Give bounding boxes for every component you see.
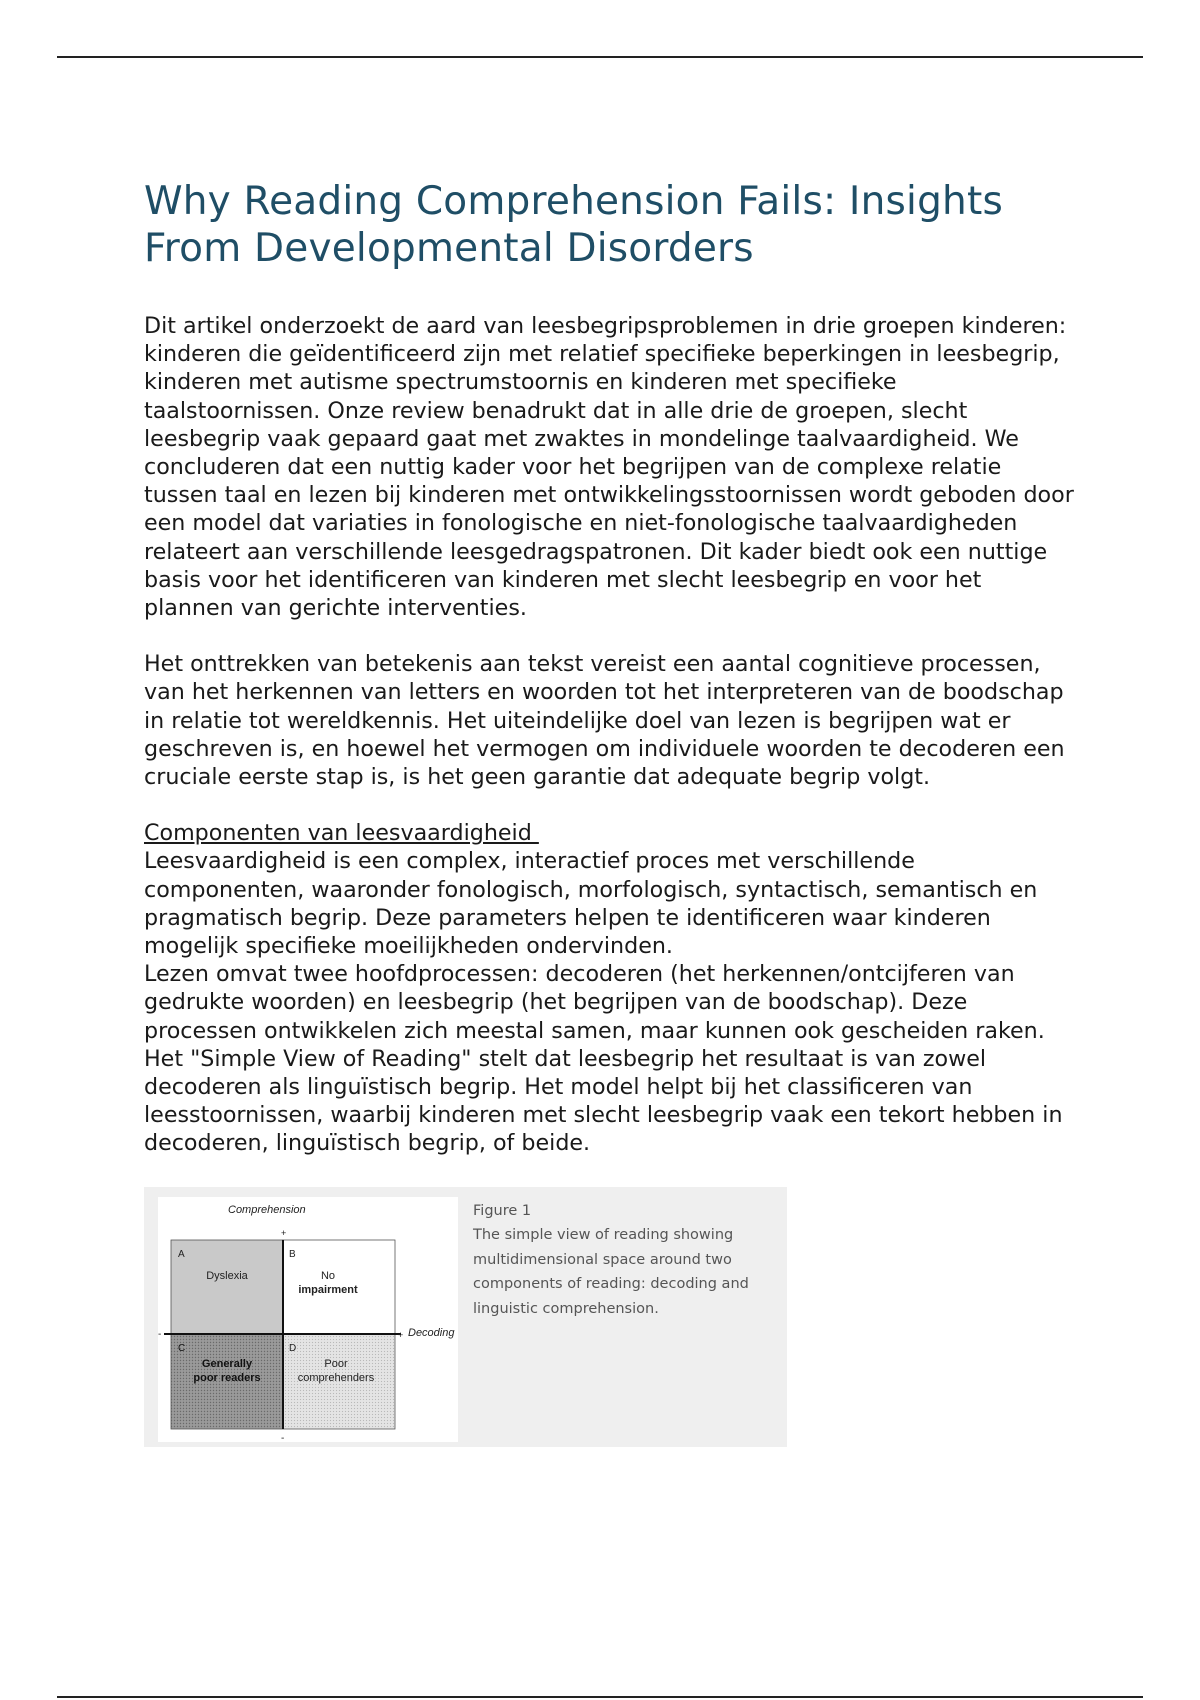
simple-view-diagram — [158, 1197, 458, 1442]
quadrant-c-letter: C — [178, 1342, 186, 1354]
y-axis-plus: + — [281, 1227, 287, 1238]
quadrant-a — [171, 1240, 283, 1334]
quadrant-a-label: Dyslexia — [206, 1269, 248, 1282]
figure-caption-text: The simple view of reading showing multidimensional space around two components of reading: decoding and linguistic comprehension. — [473, 1227, 749, 1317]
x-axis-minus: - — [158, 1328, 162, 1340]
figure-caption — [473, 1199, 763, 1322]
y-axis-minus: - — [281, 1432, 285, 1442]
x-axis-label: Decoding — [408, 1326, 455, 1339]
quadrant-d-letter: D — [289, 1342, 297, 1354]
header-rule — [57, 56, 1143, 58]
quadrant-c-label-1: Generally — [201, 1357, 253, 1370]
abstract-paragraph: Dit artikel onderzoekt de aard van leesbegripsproblemen in drie groepen kinderen: kinderen die geïdentificeerd zijn met relatief specifieke beperkingen in leesbegrip, kinderen met autisme spectrumstoornis en kinderen met specifieke taalstoornissen. Onze review benadrukt dat in alle drie de groepen, slecht leesbegrip vaak gepaard gaat met zwaktes in mondelinge taalvaardigheid. We concluderen dat een nuttig kader voor het begrijpen van de complexe relatie tussen taal en lezen bij kinderen met ontwikkelingsstoornissen wordt geboden door een model dat variaties in fonologische en niet-fonologische taalvaardigheden relateert aan verschillende leesgedragspatronen. Dit kader biedt ook een nuttige basis voor het identificeren van kinderen met slecht leesbegrip en voor het plannen van gerichte interventies. — [144, 313, 1074, 622]
quadrant-b-letter: B — [289, 1248, 296, 1260]
quadrant-b-label-2: impairment — [298, 1283, 358, 1296]
intro-paragraph: Het onttrekken van betekenis aan tekst vereist een aantal cognitieve processen, van het herkennen van letters en woorden tot het interpreteren van de boodschap in relatie tot wereldkennis. Het uiteindelijke doel van lezen is begrijpen wat er geschreven is, en hoewel het vermogen om individuele woorden te decoderen een cruciale eerste stap is, is het geen garantie dat adequate begrip volgt. — [144, 651, 1065, 791]
document-body — [144, 178, 1074, 1447]
quadrant-a-letter: A — [178, 1248, 185, 1260]
document-title: Why Reading Comprehension Fails: Insights From Developmental Disorders — [144, 179, 1003, 271]
y-axis-label: Comprehension — [228, 1203, 306, 1216]
footer-rule — [57, 1696, 1143, 1698]
x-axis-plus: + — [398, 1329, 404, 1340]
section-heading: Componenten van leesvaardigheid — [144, 820, 539, 847]
section-paragraph-1: Leesvaardigheid is een complex, interactief proces met verschillende componenten, waaronder fonologisch, morfologisch, syntactisch, semantisch en pragmatisch begrip. Deze parameters helpen te identificeren waar kinderen mogelijk specifieke moeilijkheden ondervinden. — [144, 848, 1038, 960]
quadrant-b-label-1: No — [320, 1269, 336, 1282]
figure-1 — [144, 1187, 787, 1447]
section-paragraph-2: Lezen omvat twee hoofdprocessen: decoderen (het herkennen/ontcijferen van gedrukte woorden) en leesbegrip (het begrijpen van de boodschap). Deze processen ontwikkelen zich meestal samen, maar kunnen ook gescheiden raken. Het "Simple View of Reading" stelt dat leesbegrip het resultaat is van zowel decoderen als linguïstisch begrip. Het model helpt bij het classificeren van leesstoornissen, waarbij kinderen met slecht leesbegrip vaak een tekort hebben in decoderen, linguïstisch begrip, of beide. — [144, 961, 1063, 1157]
figure-caption-title: Figure 1 — [473, 1202, 532, 1219]
quadrant-diagram-svg — [158, 1197, 458, 1442]
quadrant-c-label-2: poor readers — [193, 1371, 261, 1384]
quadrant-d-label-1: Poor — [324, 1357, 348, 1370]
quadrant-d-label-2: comprehenders — [297, 1371, 375, 1384]
